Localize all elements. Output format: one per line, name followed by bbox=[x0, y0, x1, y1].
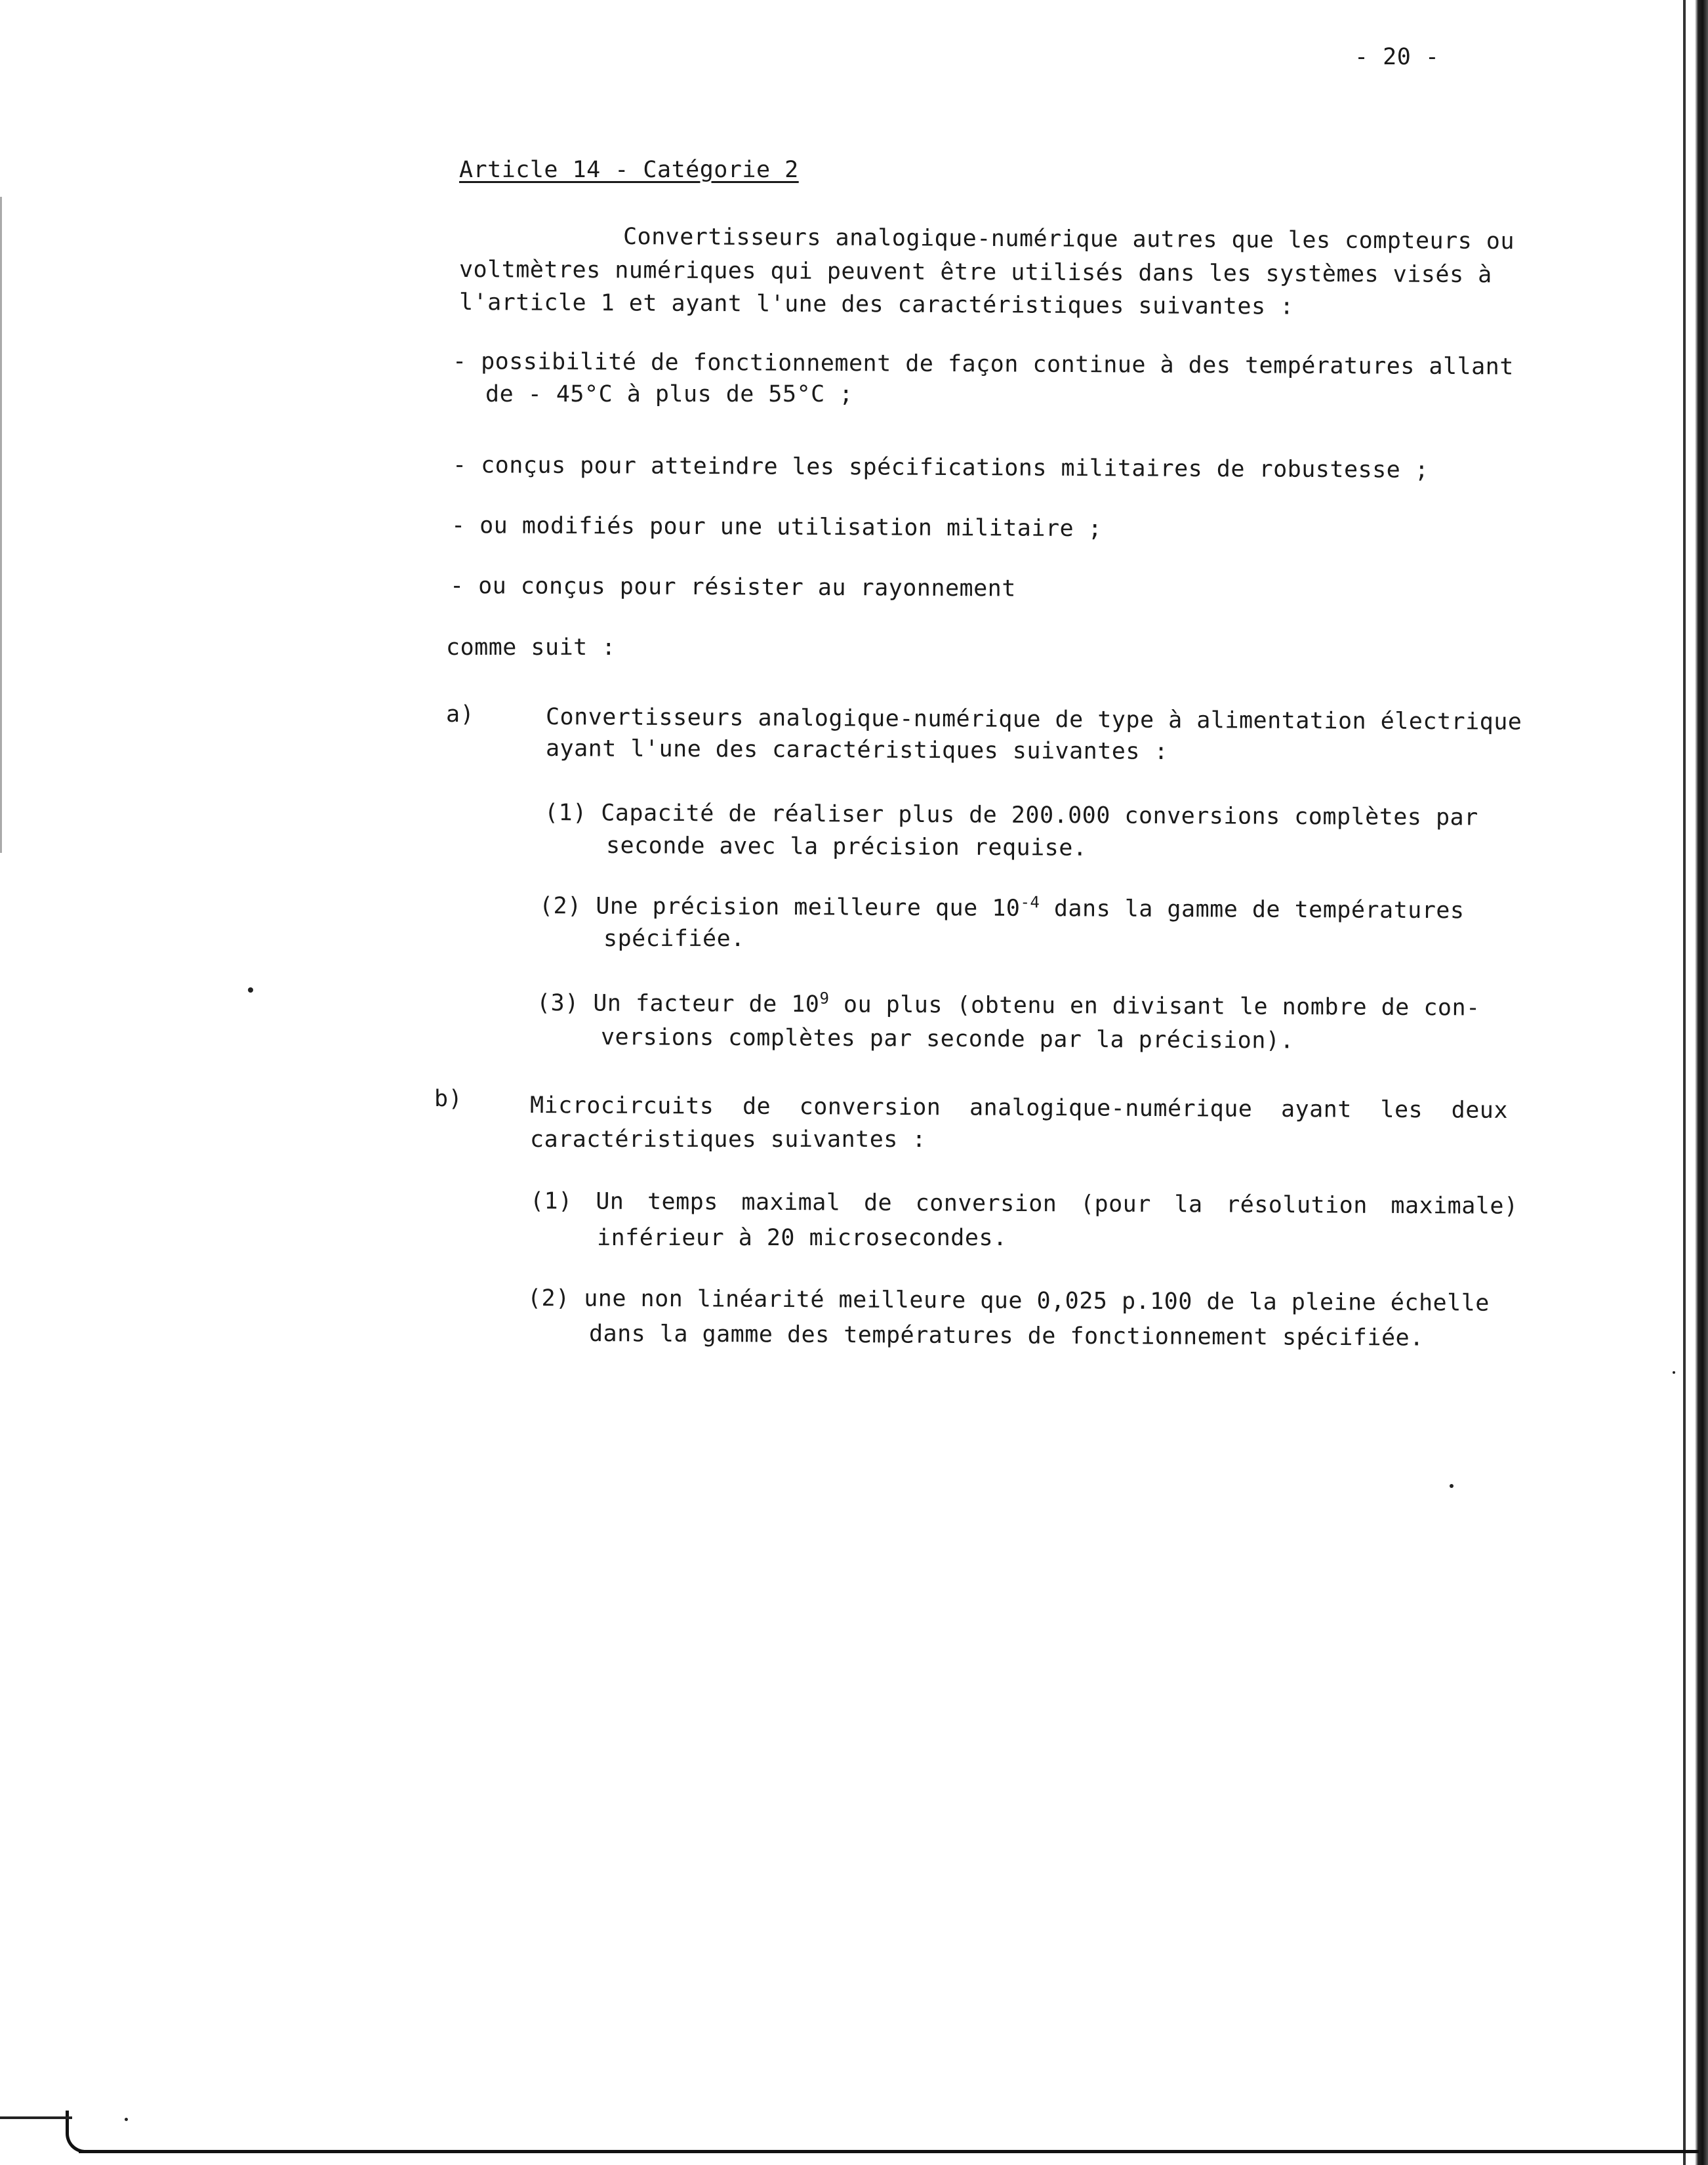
item-text: ou plus (obtenu en divisant le nombre de con- bbox=[829, 991, 1480, 1021]
section-a-line: Convertisseurs analogique-numérique de type à alimentation électrique bbox=[545, 704, 1522, 735]
section-b-line: caractéristiques suivantes : bbox=[530, 1126, 927, 1153]
item-text: (2) Une précision meilleure que 10 bbox=[539, 893, 1021, 922]
bullet-item: - ou conçus pour résister au rayonnement bbox=[449, 573, 1016, 602]
exponent: -4 bbox=[1020, 893, 1040, 912]
section-a-item-2-continuation: spécifiée. bbox=[603, 926, 745, 952]
item-text: dans la gamme de températures bbox=[1040, 895, 1465, 924]
page-number: - 20 - bbox=[1354, 44, 1440, 70]
section-a-line: ayant l'une des caractéristiques suivantes : bbox=[545, 735, 1169, 765]
section-a-item-1-continuation: seconde avec la précision requise. bbox=[605, 833, 1088, 861]
scan-speck bbox=[1450, 1484, 1454, 1488]
exponent: 9 bbox=[819, 989, 830, 1008]
section-a-item-3-continuation: versions complètes par seconde par la précision). bbox=[600, 1024, 1295, 1054]
section-a-item-1: (1) Capacité de réaliser plus de 200.000 conversions complètes par bbox=[544, 800, 1478, 831]
intro-line: l'article 1 et ayant l'une des caractéristiques suivantes : bbox=[458, 289, 1294, 320]
article-title: Article 14 - Catégorie 2 bbox=[459, 157, 799, 183]
section-b-line: Microcircuits de conversion analogique-numérique ayant les deux bbox=[529, 1092, 1509, 1124]
scan-edge-right-line bbox=[1683, 0, 1686, 2165]
bullet-item: - conçus pour atteindre les spécifications militaires de robustesse ; bbox=[452, 452, 1429, 484]
scan-edge-left bbox=[0, 197, 2, 853]
scan-speck bbox=[125, 2118, 128, 2121]
bullet-item: - possibilité de fonctionnement de façon continue à des températures allant bbox=[452, 348, 1514, 381]
intro-line: voltmètres numériques qui peuvent être utilisés dans les systèmes visés à bbox=[458, 257, 1492, 289]
section-b-item-2: (2) une non linéarité meilleure que 0,025 p.100 de la pleine échelle bbox=[527, 1285, 1490, 1317]
scan-speck bbox=[1673, 1371, 1675, 1374]
scan-speck bbox=[248, 987, 253, 993]
section-b-item-1: (1) Un temps maximal de conversion (pour la résolution maximale) bbox=[529, 1188, 1518, 1220]
scan-edge-right bbox=[1695, 0, 1708, 2165]
section-a-item-2 bbox=[539, 892, 1465, 924]
section-a-item-3 bbox=[537, 989, 1480, 1022]
intro-line: Convertisseurs analogique-numérique autres que les compteurs ou bbox=[622, 224, 1515, 255]
section-b-label: b) bbox=[434, 1086, 463, 1112]
comme-suit: comme suit : bbox=[446, 634, 616, 661]
bullet-item: - ou modifiés pour une utilisation militaire ; bbox=[451, 512, 1103, 543]
section-a-label: a) bbox=[446, 701, 475, 728]
item-text: (3) Un facteur de 10 bbox=[536, 990, 820, 1018]
scan-edge-bottom-left bbox=[0, 2116, 72, 2119]
section-b-item-1-continuation: inférieur à 20 microsecondes. bbox=[597, 1225, 1007, 1251]
bullet-item-continuation: de - 45°C à plus de 55°C ; bbox=[485, 381, 853, 407]
scan-edge-bottom bbox=[79, 2150, 1699, 2153]
section-b-item-2-continuation: dans la gamme des températures de fonctionnement spécifiée. bbox=[588, 1321, 1424, 1351]
